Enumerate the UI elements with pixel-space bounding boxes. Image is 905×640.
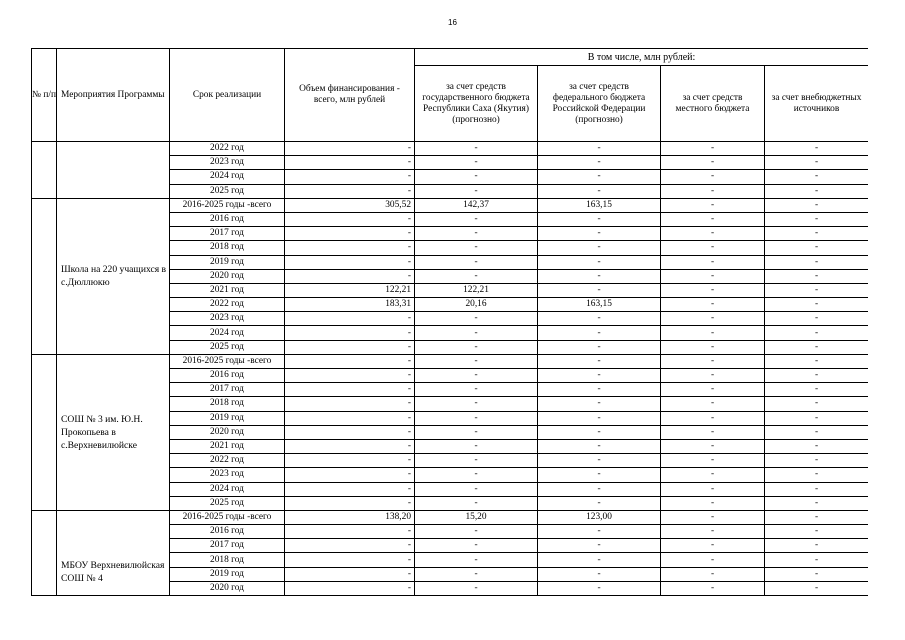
cell-federal: -: [538, 539, 661, 553]
event-name: Школа на 220 учащихся в с.Дюллюкю: [61, 264, 167, 289]
cell-state: -: [415, 354, 538, 368]
cell-local: -: [661, 567, 765, 581]
cell-total: 305,52: [285, 198, 415, 212]
cell-federal: -: [538, 241, 661, 255]
cell-state: 15,20: [415, 510, 538, 524]
cell-state: -: [415, 567, 538, 581]
cell-period: 2022 год: [170, 298, 285, 312]
cell-federal: -: [538, 397, 661, 411]
funding-table: [31, 48, 868, 596]
cell-extra: -: [765, 170, 869, 184]
table-body: [32, 142, 869, 596]
cell-total: -: [285, 326, 415, 340]
cell-total: -: [285, 411, 415, 425]
cell-local: -: [661, 227, 765, 241]
cell-period: 2022 год: [170, 454, 285, 468]
cell-extra: -: [765, 198, 869, 212]
cell-state: -: [415, 411, 538, 425]
cell-extra: -: [765, 496, 869, 510]
cell-total: -: [285, 241, 415, 255]
cell-local: -: [661, 397, 765, 411]
cell-total: -: [285, 397, 415, 411]
cell-period: 2019 год: [170, 567, 285, 581]
header-group: В том числе, млн рублей:: [415, 49, 869, 66]
header-period: Срок реализации: [170, 49, 285, 142]
cell-state: -: [415, 369, 538, 383]
cell-federal: -: [538, 156, 661, 170]
cell-federal: -: [538, 170, 661, 184]
cell-state: -: [415, 539, 538, 553]
cell-extra: -: [765, 227, 869, 241]
cell-state: -: [415, 340, 538, 354]
cell-period: 2017 год: [170, 383, 285, 397]
header-extra: за счет внебюджетных источников: [765, 66, 869, 142]
cell-local: -: [661, 482, 765, 496]
cell-period: 2025 год: [170, 340, 285, 354]
cell-period: 2018 год: [170, 241, 285, 255]
cell-state: -: [415, 170, 538, 184]
cell-state: -: [415, 269, 538, 283]
cell-extra: -: [765, 510, 869, 524]
event-name: МБОУ Верхневилюйская СОШ № 4: [61, 559, 165, 584]
cell-federal: -: [538, 312, 661, 326]
cell-local: -: [661, 212, 765, 226]
cell-extra: -: [765, 468, 869, 482]
cell-period: 2025 год: [170, 184, 285, 198]
cell-period: 2020 год: [170, 269, 285, 283]
table-row: [32, 142, 869, 156]
cell-period: 2016 год: [170, 212, 285, 226]
cell-state: -: [415, 227, 538, 241]
cell-total: -: [285, 354, 415, 368]
cell-period: 2023 год: [170, 156, 285, 170]
cell-extra: -: [765, 283, 869, 297]
cell-federal: -: [538, 212, 661, 226]
cell-num: [32, 354, 57, 510]
cell-federal: 123,00: [538, 510, 661, 524]
cell-total: -: [285, 425, 415, 439]
cell-extra: -: [765, 142, 869, 156]
cell-extra: -: [765, 156, 869, 170]
cell-period: 2021 год: [170, 283, 285, 297]
cell-num: [32, 198, 57, 354]
cell-local: -: [661, 539, 765, 553]
table-row: [32, 198, 869, 212]
cell-period: 2016 год: [170, 525, 285, 539]
cell-federal: -: [538, 383, 661, 397]
cell-local: -: [661, 369, 765, 383]
cell-federal: 163,15: [538, 298, 661, 312]
cell-extra: -: [765, 354, 869, 368]
cell-extra: -: [765, 425, 869, 439]
cell-state: -: [415, 425, 538, 439]
cell-extra: -: [765, 539, 869, 553]
cell-local: -: [661, 156, 765, 170]
cell-local: -: [661, 383, 765, 397]
table-row: [32, 510, 869, 524]
cell-period: 2019 год: [170, 255, 285, 269]
cell-extra: -: [765, 454, 869, 468]
cell-extra: -: [765, 411, 869, 425]
cell-total: -: [285, 553, 415, 567]
cell-federal: -: [538, 496, 661, 510]
cell-state: -: [415, 312, 538, 326]
cell-state: -: [415, 496, 538, 510]
cell-total: -: [285, 581, 415, 595]
cell-local: -: [661, 312, 765, 326]
cell-state: -: [415, 397, 538, 411]
cell-federal: -: [538, 567, 661, 581]
header-federal: за счет средств федерального бюджета Российской Федерации (прогнозно): [538, 66, 661, 142]
cell-total: -: [285, 482, 415, 496]
cell-total: -: [285, 212, 415, 226]
cell-local: -: [661, 298, 765, 312]
cell-federal: -: [538, 326, 661, 340]
cell-federal: 163,15: [538, 198, 661, 212]
cell-state: 122,21: [415, 283, 538, 297]
cell-period: 2022 год: [170, 142, 285, 156]
cell-federal: -: [538, 525, 661, 539]
cell-total: -: [285, 227, 415, 241]
header-event: Мероприятия Программы: [57, 49, 170, 142]
cell-extra: -: [765, 581, 869, 595]
cell-period: 2016-2025 годы -всего: [170, 198, 285, 212]
cell-period: 2016 год: [170, 369, 285, 383]
cell-extra: -: [765, 326, 869, 340]
cell-federal: -: [538, 581, 661, 595]
cell-local: -: [661, 454, 765, 468]
cell-state: -: [415, 454, 538, 468]
cell-extra: -: [765, 397, 869, 411]
table-row: [32, 354, 869, 368]
cell-period: 2024 год: [170, 170, 285, 184]
cell-period: 2016-2025 годы -всего: [170, 354, 285, 368]
cell-event: [57, 142, 170, 199]
header-state: за счет средств государственного бюджета Республики Саха (Якутия) (прогнозно): [415, 66, 538, 142]
cell-period: 2018 год: [170, 553, 285, 567]
cell-state: 142,37: [415, 198, 538, 212]
cell-num: [32, 142, 57, 199]
cell-local: -: [661, 170, 765, 184]
cell-state: -: [415, 525, 538, 539]
cell-local: -: [661, 340, 765, 354]
cell-local: -: [661, 198, 765, 212]
event-name: СОШ № 3 им. Ю.Н. Прокопьева в с.Верхневилюйске: [61, 413, 143, 451]
cell-federal: -: [538, 184, 661, 198]
cell-extra: -: [765, 567, 869, 581]
cell-total: -: [285, 255, 415, 269]
table-header: [32, 49, 869, 142]
cell-state: -: [415, 581, 538, 595]
cell-period: 2018 год: [170, 397, 285, 411]
cell-total: -: [285, 468, 415, 482]
cell-state: -: [415, 468, 538, 482]
cell-state: -: [415, 142, 538, 156]
cell-total: -: [285, 496, 415, 510]
cell-state: -: [415, 553, 538, 567]
cell-period: 2016-2025 годы -всего: [170, 510, 285, 524]
cell-local: -: [661, 496, 765, 510]
cell-local: -: [661, 283, 765, 297]
cell-federal: -: [538, 439, 661, 453]
cell-extra: -: [765, 241, 869, 255]
cell-event: [57, 198, 170, 354]
cell-period: 2024 год: [170, 482, 285, 496]
cell-state: -: [415, 184, 538, 198]
cell-state: 20,16: [415, 298, 538, 312]
cell-total: 122,21: [285, 283, 415, 297]
cell-local: -: [661, 411, 765, 425]
cell-total: -: [285, 170, 415, 184]
cell-event: [57, 354, 170, 510]
cell-state: -: [415, 383, 538, 397]
cell-period: 2021 год: [170, 439, 285, 453]
cell-extra: -: [765, 553, 869, 567]
cell-total: -: [285, 312, 415, 326]
cell-federal: -: [538, 283, 661, 297]
cell-state: -: [415, 255, 538, 269]
cell-period: 2023 год: [170, 312, 285, 326]
cell-federal: -: [538, 468, 661, 482]
cell-federal: -: [538, 340, 661, 354]
cell-local: -: [661, 241, 765, 255]
cell-state: -: [415, 212, 538, 226]
cell-total: -: [285, 142, 415, 156]
cell-local: -: [661, 142, 765, 156]
cell-federal: -: [538, 425, 661, 439]
cell-total: -: [285, 539, 415, 553]
cell-period: 2017 год: [170, 227, 285, 241]
page-number: 16: [448, 18, 457, 27]
cell-num: [32, 510, 57, 595]
cell-federal: -: [538, 482, 661, 496]
cell-federal: -: [538, 227, 661, 241]
cell-period: 2020 год: [170, 425, 285, 439]
cell-federal: -: [538, 454, 661, 468]
cell-total: -: [285, 567, 415, 581]
cell-state: -: [415, 156, 538, 170]
cell-federal: -: [538, 553, 661, 567]
cell-period: 2024 год: [170, 326, 285, 340]
cell-local: -: [661, 425, 765, 439]
cell-local: -: [661, 468, 765, 482]
cell-total: -: [285, 340, 415, 354]
cell-total: -: [285, 269, 415, 283]
cell-extra: -: [765, 525, 869, 539]
cell-local: -: [661, 354, 765, 368]
cell-state: -: [415, 326, 538, 340]
cell-local: -: [661, 439, 765, 453]
cell-total: -: [285, 454, 415, 468]
cell-state: -: [415, 439, 538, 453]
cell-total: -: [285, 184, 415, 198]
cell-state: -: [415, 241, 538, 255]
cell-local: -: [661, 581, 765, 595]
cell-federal: -: [538, 142, 661, 156]
cell-federal: -: [538, 411, 661, 425]
header-num: № п/п: [32, 49, 57, 142]
cell-local: -: [661, 510, 765, 524]
cell-local: -: [661, 184, 765, 198]
cell-period: 2017 год: [170, 539, 285, 553]
cell-extra: -: [765, 439, 869, 453]
cell-extra: -: [765, 184, 869, 198]
cell-extra: -: [765, 212, 869, 226]
cell-total: -: [285, 369, 415, 383]
cell-extra: -: [765, 369, 869, 383]
cell-local: -: [661, 326, 765, 340]
cell-period: 2020 год: [170, 581, 285, 595]
cell-period: 2019 год: [170, 411, 285, 425]
cell-extra: -: [765, 298, 869, 312]
cell-event: [57, 510, 170, 595]
cell-federal: -: [538, 255, 661, 269]
cell-total: 183,31: [285, 298, 415, 312]
cell-local: -: [661, 525, 765, 539]
cell-state: -: [415, 482, 538, 496]
cell-federal: -: [538, 354, 661, 368]
cell-extra: -: [765, 340, 869, 354]
cell-local: -: [661, 553, 765, 567]
cell-local: -: [661, 269, 765, 283]
cell-total: 138,20: [285, 510, 415, 524]
cell-extra: -: [765, 383, 869, 397]
cell-period: 2023 год: [170, 468, 285, 482]
header-local: за счет средств местного бюджета: [661, 66, 765, 142]
cell-extra: -: [765, 312, 869, 326]
cell-federal: -: [538, 369, 661, 383]
cell-extra: -: [765, 269, 869, 283]
cell-local: -: [661, 255, 765, 269]
cell-extra: -: [765, 482, 869, 496]
cell-period: 2025 год: [170, 496, 285, 510]
cell-federal: -: [538, 269, 661, 283]
table-viewport: [31, 48, 868, 596]
cell-total: -: [285, 439, 415, 453]
cell-total: -: [285, 383, 415, 397]
cell-total: -: [285, 156, 415, 170]
cell-extra: -: [765, 255, 869, 269]
cell-total: -: [285, 525, 415, 539]
header-total: Объем финансирования - всего, млн рублей: [285, 49, 415, 142]
